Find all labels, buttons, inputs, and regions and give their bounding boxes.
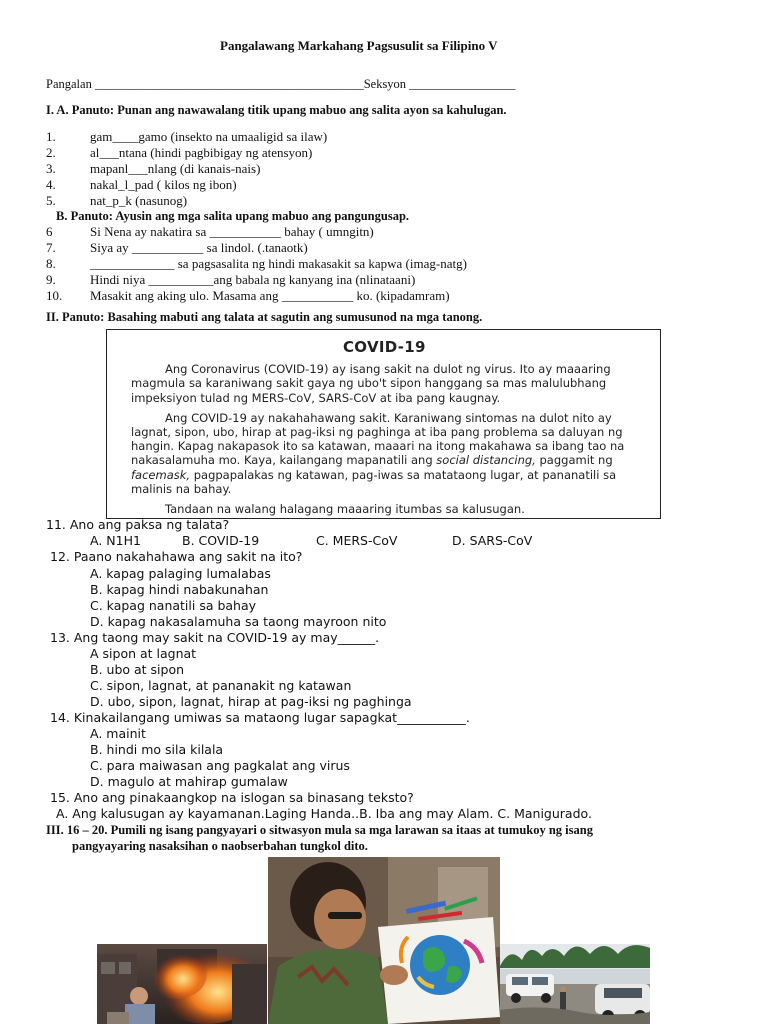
choice: B. ubo at sipon [90,662,185,677]
item-number: 4. [46,177,56,192]
part1a-item [46,129,327,145]
item-number: 10. [46,288,63,303]
exam-title: Pangalawang Markahang Pagsusulit sa Filipino V [220,38,498,53]
choice: D. SARS-CoV [452,533,533,548]
choice: D. kapag nakasalamuha sa taong mayroon nito [90,614,387,629]
part1b-item [46,256,467,272]
part1b-item [46,272,415,288]
reading-paragraph [131,411,646,496]
item-number: 7. [46,240,56,255]
item-number: 3. [46,161,56,176]
question-11: 11. Ano ang paksa ng talata? [46,517,230,532]
part1b-item [46,240,308,256]
item-text: gam____gamo (insekto na umaaligid sa ilaw) [90,129,328,144]
choice: C. MERS-CoV [316,533,398,548]
part1a-item [46,193,187,209]
item-number: 1. [46,129,56,144]
covid-reading-box [106,329,661,519]
fire-scene-photo [97,944,267,1024]
choice: C. para maiwasan ang pagkalat ang virus [90,758,350,773]
part1a-item [46,177,237,193]
part1a-heading: I. A. Panuto: Punan ang nawawalang titik upang mabuo ang salita ayon sa kahulugan. [46,103,507,117]
item-text: al___ntana (hindi pagbibigay ng atensyon) [90,145,313,160]
choice: B. COVID-19 [182,533,260,548]
item-number: 5. [46,193,56,208]
item-text: _____________ sa pagsasalita ng hindi makasakit sa kapwa (imag-natg) [90,256,467,271]
part3-heading-line1: III. 16 – 20. Pumili ng isang pangyayari o sitwasyon mula sa mga larawan sa itaas at tumukoy ng isang [46,823,593,837]
item-number: 6 [46,224,53,239]
item-text: nakal_l_pad ( kilos ng ibon) [90,177,237,192]
choice: A. mainit [90,726,146,741]
part3-heading-line2: pangyayaring nasaksihan o naobserbahan tungkol dito. [72,839,368,853]
item-number: 9. [46,272,56,287]
question-12: 12. Paano nakahahawa ang sakit na ito? [50,549,303,564]
item-text: Siya ay ___________ sa lindol. (.tanaotk) [90,240,308,255]
question-13: 13. Ang taong may sakit na COVID-19 ay may______. [50,630,380,645]
item-text: Si Nena ay nakatira sa ___________ bahay ( umngitn) [90,224,374,239]
choice: A. N1H1 [90,533,141,548]
part1a-item [46,145,312,161]
reading-text: pagpapalakas ng katawan, pag-iwas sa matataong lugar, at pananatili sa malinis na bahay. [131,467,617,496]
reading-italic: social distancing, [436,453,536,468]
item-text: Hindi niya __________ang babala ng kanyang ina (nlinataani) [90,272,416,287]
reading-title: COVID-19 [343,338,426,356]
part1b-item [46,288,450,304]
choice-line: A. Ang kalusugan ay kayamanan.Laging Handa..B. Iba ang may Alam. C. Manigurado. [56,806,592,821]
reading-text: paggamit ng [535,453,613,468]
question-15: 15. Ano ang pinakaangkop na islogan sa binasang teksto? [50,790,414,805]
part1a-item [46,161,260,177]
reading-paragraph: Tandaan na walang halagang maaaring itumbas sa kalusugan. [165,502,525,517]
choice: B. kapag hindi nabakunahan [90,582,269,597]
choice: A sipon at lagnat [90,646,197,661]
item-text: Masakit ang aking ulo. Masama ang ___________ ko. (kipadamram) [90,288,450,303]
item-number: 2. [46,145,56,160]
child-drawing-photo [268,857,500,1024]
name-section-line: Pangalan ___________________________________________Seksyon _________________ [46,77,516,91]
choice: B. hindi mo sila kilala [90,742,224,757]
item-text: mapanl___nlang (di kanais-nais) [90,161,261,176]
part2-heading: II. Panuto: Basahing mabuti ang talata at sagutin ang sumusunod na mga tanong. [46,310,483,324]
item-text: nat_p_k (nasunog) [90,193,188,208]
part1b-item [46,224,374,240]
part1b-heading: B. Panuto: Ayusin ang mga salita upang mabuo ang pangungusap. [56,209,410,223]
reading-italic: facemask, [131,467,191,482]
choice: C. kapag nanatili sa bahay [90,598,257,613]
reading-text: Ang COVID-19 ay nakahahawang sakit. Karaniwang sintomas na dulot nito ay lagnat, sipon, ubo, hirap at pag-iksi ng paghinga at iba pang problema sa daluyan ng hangin. Kapag nakapasok ito sa katawan, maaari na itong makahawa sa ibang tao na nakasalamuha mo. Kaya, kailangang mapanatili ang [131,410,625,468]
flood-cars-photo [500,944,650,1024]
choice: D. ubo, sipon, lagnat, hirap at pag-iksi ng paghinga [90,694,412,709]
question-14: 14. Kinakailangang umiwas sa mataong lugar sapagkat___________. [50,710,470,725]
item-number: 8. [46,256,56,271]
choice: D. magulo at mahirap gumalaw [90,774,288,789]
choice: A. kapag palaging lumalabas [90,566,271,581]
choice: C. sipon, lagnat, at pananakit ng katawan [90,678,352,693]
reading-paragraph: Ang Coronavirus (COVID-19) ay isang sakit na dulot ng virus. Ito ay maaaring magmula sa karaniwang sakit gaya ng ubo't sipon hanggang sa mas malulubhang impeksiyon tulad ng MERS-CoV, SARS-CoV at iba pang kaugnay. [131,362,611,405]
